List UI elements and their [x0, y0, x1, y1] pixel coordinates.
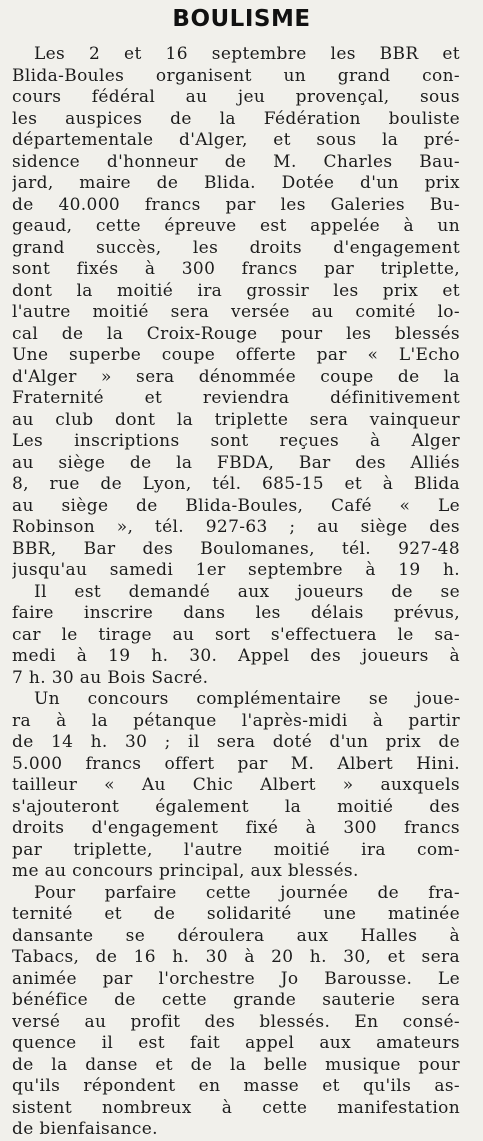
- article-line: medi à 19 h. 30. Appel des joueurs à: [12, 646, 460, 666]
- article-line: Robinson », tél. 927-63 ; au siège des: [12, 517, 460, 537]
- article-line: 5.000 francs offert par M. Albert Hini.: [12, 753, 460, 774]
- article-line: départementale d'Alger, et sous la pré-: [12, 130, 460, 150]
- article-line: car le tirage au sort s'effectuera le sa-: [12, 624, 460, 645]
- article-line: les auspices de la Fédération bouliste: [12, 108, 460, 129]
- article-line: par triplette, l'autre moitié ira com-: [12, 839, 460, 860]
- article-line: sistent nombreux à cette manifestation: [12, 1097, 460, 1118]
- article-line: 8, rue de Lyon, tél. 685-15 et à Blida: [12, 474, 460, 494]
- article-line: ternité et de solidarité une matinée: [12, 904, 460, 924]
- article-line: tailleur « Au Chic Albert » auxquels: [12, 775, 460, 795]
- article-line: jard, maire de Blida. Dotée d'un prix: [12, 173, 460, 193]
- article-line: au club dont la triplette sera vainqueur: [12, 409, 460, 430]
- article-line: s'ajouteront également la moitié des: [12, 796, 460, 817]
- article-line: d'Alger » sera dénommée coupe de la: [12, 366, 460, 387]
- article-line: Les 2 et 16 septembre les BBR et: [34, 44, 460, 64]
- article-line: geaud, cette épreuve est appelée à un: [12, 216, 460, 236]
- article-line: de bienfaisance.: [12, 1119, 158, 1139]
- article-line: cal de la Croix-Rouge pour les blessés: [12, 323, 460, 344]
- article-line: dansante se déroulera aux Halles à: [12, 925, 460, 946]
- article-line: Fraternité et reviendra définitivement: [12, 388, 460, 408]
- article-line: l'autre moitié sera versée au comité lo-: [12, 302, 460, 322]
- article-headline: BOULISME: [172, 6, 311, 32]
- article-line: Une superbe coupe offerte par « L'Echo: [12, 345, 460, 365]
- article-line: de 14 h. 30 ; il sera doté d'un prix de: [12, 732, 460, 752]
- article-line: grand succès, les droits d'engagement: [12, 237, 460, 258]
- article-line: animée par l'orchestre Jo Barousse. Le: [12, 968, 460, 989]
- article-line: versé au profit des blessés. En consé-: [12, 1011, 460, 1032]
- article-line: BBR, Bar des Boulomanes, tél. 927-48: [12, 538, 460, 559]
- article-line: quence il est fait appel aux amateurs: [12, 1033, 460, 1053]
- article-line: cours fédéral au jeu provençal, sous: [12, 87, 460, 107]
- article-line: de la danse et de la belle musique pour: [12, 1054, 460, 1075]
- article-body: [12, 44, 460, 1141]
- article-line: droits d'engagement fixé à 300 francs: [12, 818, 460, 838]
- article-line: Pour parfaire cette journée de fra-: [34, 882, 460, 903]
- article-line: jusqu'au samedi 1er septembre à 19 h.: [12, 560, 460, 580]
- article-line: ra à la pétanque l'après-midi à partir: [12, 710, 460, 731]
- article-line: faire inscrire dans les délais prévus,: [12, 603, 460, 623]
- article-line: au siège de Blida-Boules, Café « Le: [12, 495, 460, 516]
- article-line: 7 h. 30 au Bois Sacré.: [12, 667, 209, 688]
- article-line: de 40.000 francs par les Galeries Bu-: [12, 194, 460, 215]
- article-line: au siège de la FBDA, Bar des Alliés: [12, 452, 460, 473]
- article-line: qu'ils répondent en masse et qu'ils as-: [12, 1076, 460, 1096]
- article-line: dont la moitié ira grossir les prix et: [12, 280, 460, 301]
- article-line: sont fixés à 300 francs par triplette,: [12, 259, 460, 279]
- article-line: Tabacs, de 16 h. 30 à 20 h. 30, et sera: [12, 947, 460, 967]
- article-line: bénéfice de cette grande sauterie sera: [12, 990, 460, 1010]
- article-line: Un concours complémentaire se joue-: [34, 689, 460, 709]
- article-line: me au concours principal, aux blessés.: [12, 861, 359, 881]
- article-line: sidence d'honneur de M. Charles Bau-: [12, 151, 460, 172]
- article-line: Les inscriptions sont reçues à Alger: [12, 431, 460, 451]
- article-line: Il est demandé aux joueurs de se: [34, 581, 460, 602]
- article-line: Blida-Boules organisent un grand con-: [12, 65, 460, 86]
